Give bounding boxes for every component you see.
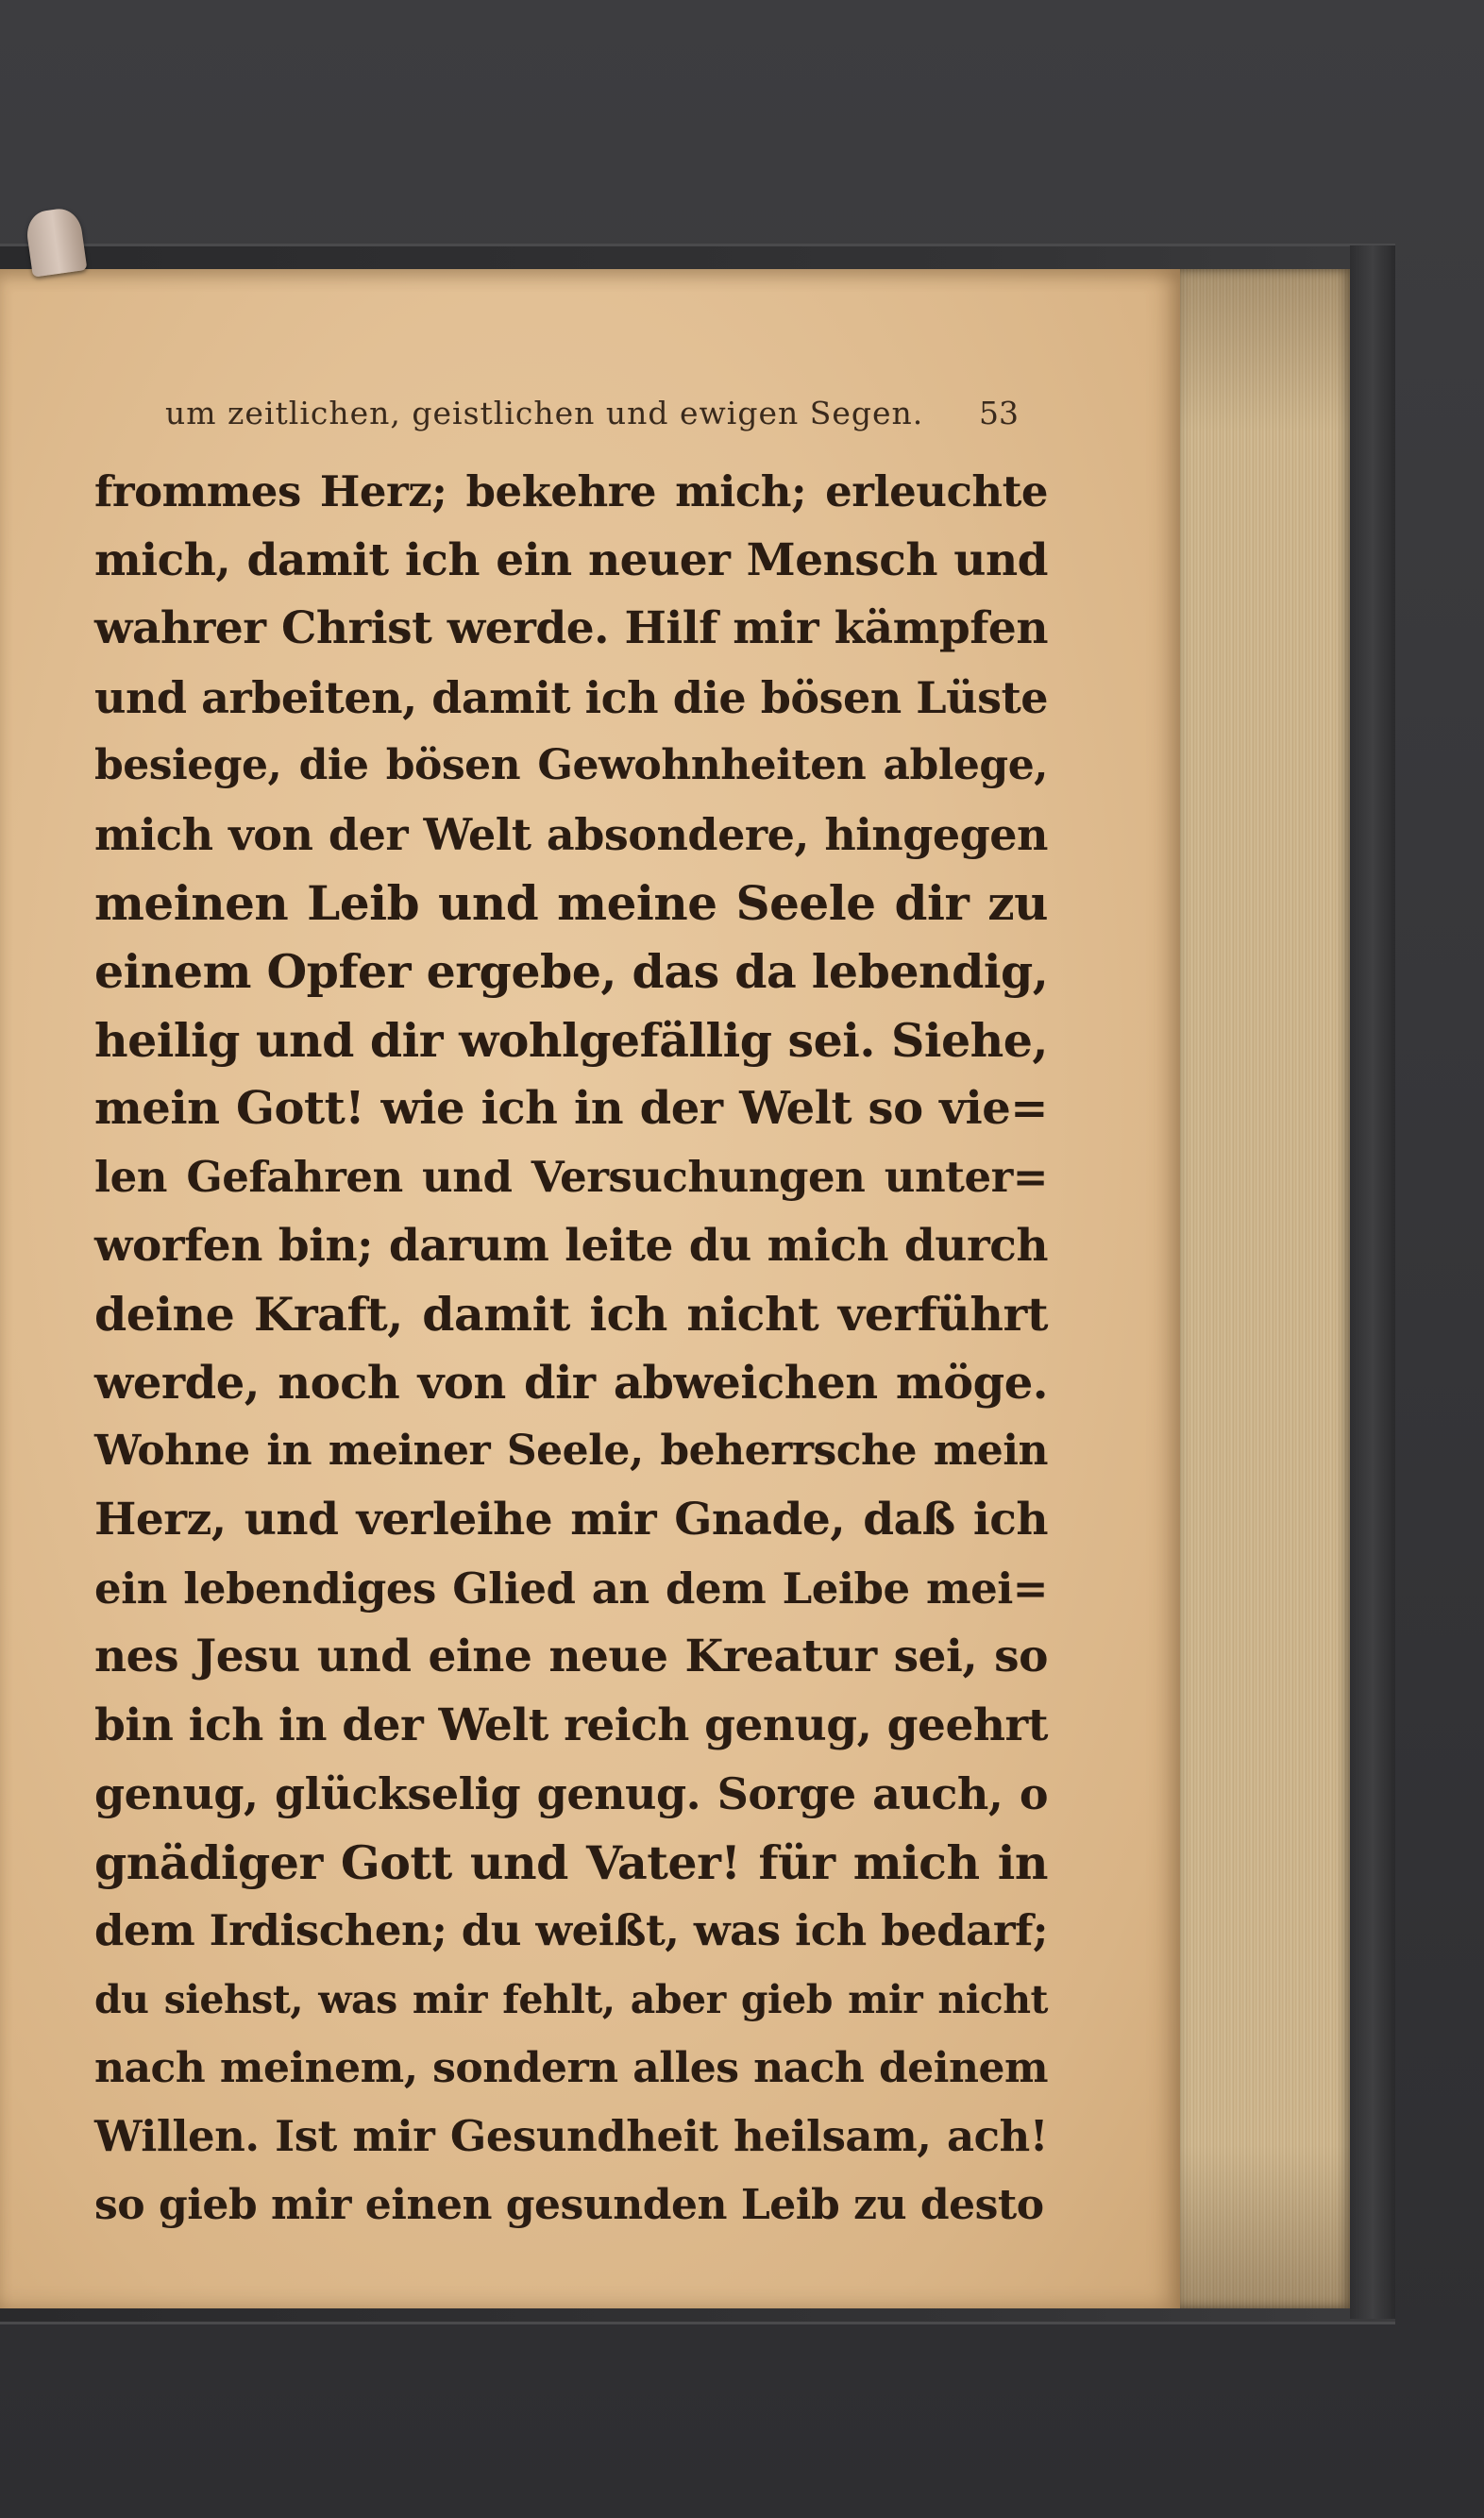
text-line: wahrer Christ werde. Hilf mir kämpfen [94, 602, 1048, 655]
text-line: deine Kraft, damit ich nicht verführt [94, 1287, 1048, 1343]
text-line: worfen bin; darum leite du mich durch [94, 1219, 1048, 1272]
text-line: gnädiger Gott und Vater! für mich in [94, 1834, 1048, 1890]
text-line: frommes Herz; bekehre mich; erleuchte [94, 466, 1048, 516]
text-line: mich von der Welt absondere, hingegen [94, 808, 1048, 860]
text-line: len Gefahren und Versuchungen unter= [94, 1151, 1048, 1202]
page-block-shade [1171, 269, 1350, 2308]
text-line: genug, glückselig genug. Sorge auch, o [94, 1768, 1048, 1820]
text-line: so gieb mir einen gesunden Leib zu desto [94, 2180, 1044, 2229]
book-cover-edge [1350, 245, 1395, 2319]
text-line: einem Opfer ergebe, das da lebendig, [94, 944, 1049, 1000]
text-line: besiege, die bösen Gewohnheiten ablege, [94, 741, 1048, 790]
text-line: nach meinem, sondern alles nach deinem [94, 2043, 1048, 2092]
body-text [94, 458, 1048, 2239]
text-line: dem Irdischen; du weißt, was ich bedarf; [94, 1905, 1048, 1956]
text-line: meinen Leib und meine Seele dir zu [94, 874, 1048, 931]
text-line: Herz, und verleihe mir Gnade, daß ich [94, 1493, 1048, 1546]
text-line: heilig und dir wohlgefällig sei. Siehe, [94, 1012, 1048, 1068]
text-line: und arbeiten, damit ich die bösen Lüste [94, 671, 1048, 723]
text-line: du siehst, was mir fehlt, aber gieb mir nicht [94, 1977, 1048, 2023]
text-line: nes Jesu und eine neue Kreatur sei, so [94, 1631, 1048, 1683]
text-line: werde, noch von dir abweichen möge. [94, 1356, 1048, 1410]
bookmark-ribbon [25, 206, 88, 277]
text-line: Wohne in meiner Seele, beherrsche mein [94, 1427, 1048, 1476]
text-line: mein Gott! wie ich in der Welt so vie= [94, 1082, 1048, 1136]
text-line: mich, damit ich ein neuer Mensch und [94, 533, 1048, 586]
running-head: um zeitlichen, geistlichen und ewigen Segen. [165, 395, 924, 431]
text-line: bin ich in der Welt reich genug, geehrt [94, 1698, 1048, 1751]
text-line: Willen. Ist mir Gesundheit heilsam, ach! [94, 2111, 1048, 2162]
page-number: 53 [979, 395, 1019, 431]
text-line: ein lebendiges Glied an dem Leibe mei= [94, 1563, 1048, 1614]
